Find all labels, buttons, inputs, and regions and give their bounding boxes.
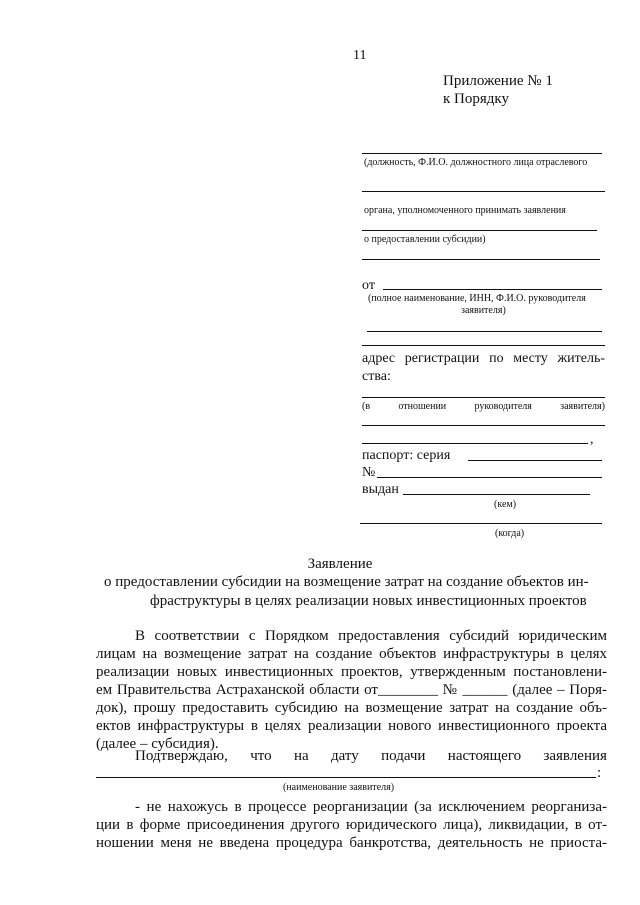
applicant-line-2 <box>362 345 605 346</box>
relation-comma: , <box>590 432 594 447</box>
relation-hint-word: заявителя) <box>560 401 605 412</box>
colon: : <box>597 765 602 781</box>
addressee-line-4 <box>362 259 600 260</box>
addressee-hint-3: о предоставлении субсидии) <box>364 234 486 245</box>
address-line <box>362 397 605 398</box>
applicant-hint-2: заявителя) <box>461 305 506 316</box>
address-label: адрес регистрации по месту житель- <box>362 351 605 366</box>
appendix-title: Приложение № 1 <box>443 73 553 89</box>
relation-hint-word: руководителя <box>474 401 532 412</box>
body-line: ем Правительства Астраханской области от________ № ______ (далее – Поря- <box>96 682 607 698</box>
passport-series-line <box>468 460 602 461</box>
body-line: ношении меня не введена процедура банкротства, деятельность не приоста- <box>96 835 607 851</box>
confirm-word: заявления <box>543 748 607 764</box>
body-line: реализации новых инвестиционных проектов, утвержденным постановлени- <box>96 664 607 680</box>
document-title: Заявление <box>307 556 373 572</box>
passport-number-line <box>377 477 602 478</box>
body-line: (далее – субсидия). <box>96 736 219 752</box>
applicant-name-hint: (наименование заявителя) <box>283 782 395 793</box>
issued-when-hint: (когда) <box>495 528 525 539</box>
relation-hint <box>362 401 605 413</box>
relation-hint-word: (в <box>362 401 371 412</box>
confirm-word: что <box>250 748 272 764</box>
address-label-cont: ства: <box>362 369 391 384</box>
issued-line <box>403 494 590 495</box>
appendix-subtitle: к Порядку <box>443 91 509 107</box>
body-line: - не нахожусь в процессе реорганизации (за исключением реорганиза- <box>135 799 607 815</box>
confirm-line <box>135 748 607 765</box>
passport-number-label: № <box>362 465 376 480</box>
body-line: В соответствии с Порядком предоставления субсидий юридическим <box>135 628 607 644</box>
addressee-hint-1: (должность, Ф.И.О. должностного лица отраслевого <box>364 157 588 168</box>
relation-line-1 <box>362 425 605 426</box>
addressee-hint-2: органа, уполномоченного принимать заявления <box>364 205 566 216</box>
from-line <box>383 289 602 290</box>
page-number: 11 <box>353 48 367 63</box>
passport-label: паспорт: серия <box>362 448 451 463</box>
relation-line-2 <box>362 443 588 444</box>
confirm-word: дату <box>330 748 359 764</box>
issued-label: выдан <box>362 482 399 497</box>
issued-when-line <box>360 523 602 524</box>
addressee-line-1 <box>362 153 602 154</box>
relation-hint-word: отношении <box>398 401 447 412</box>
confirm-word: Подтверждаю, <box>135 748 228 764</box>
body-line: ектов инфраструктуры в целях реализации нового инвестиционного проекта <box>96 718 607 734</box>
applicant-line-1 <box>367 331 602 332</box>
confirm-word: на <box>293 748 309 764</box>
applicant-name-line <box>96 777 596 778</box>
issued-by-hint: (кем) <box>494 499 517 510</box>
addressee-line-3 <box>362 230 597 231</box>
document-heading-line-2: фраструктуры в целях реализации новых инвестиционных проектов <box>150 593 587 609</box>
body-line: лицам на возмещение затрат на создание объектов инфраструктуры в целях <box>96 646 607 662</box>
applicant-hint-1: (полное наименование, ИНН, Ф.И.О. руководителя <box>368 293 586 304</box>
document-heading-line-1: о предоставлении субсидии на возмещение затрат на создание объектов ин- <box>104 574 589 590</box>
body-line: док), прошу предоставить субсидию на возмещение затрат на создание объ- <box>96 700 607 716</box>
confirm-word: подачи <box>381 748 426 764</box>
body-line: ции в форме присоединения другого юридического лица), ликвидации, в от- <box>96 817 607 833</box>
from-label: от <box>362 278 375 293</box>
addressee-line-2 <box>362 191 605 192</box>
confirm-word: настоящего <box>447 748 522 764</box>
